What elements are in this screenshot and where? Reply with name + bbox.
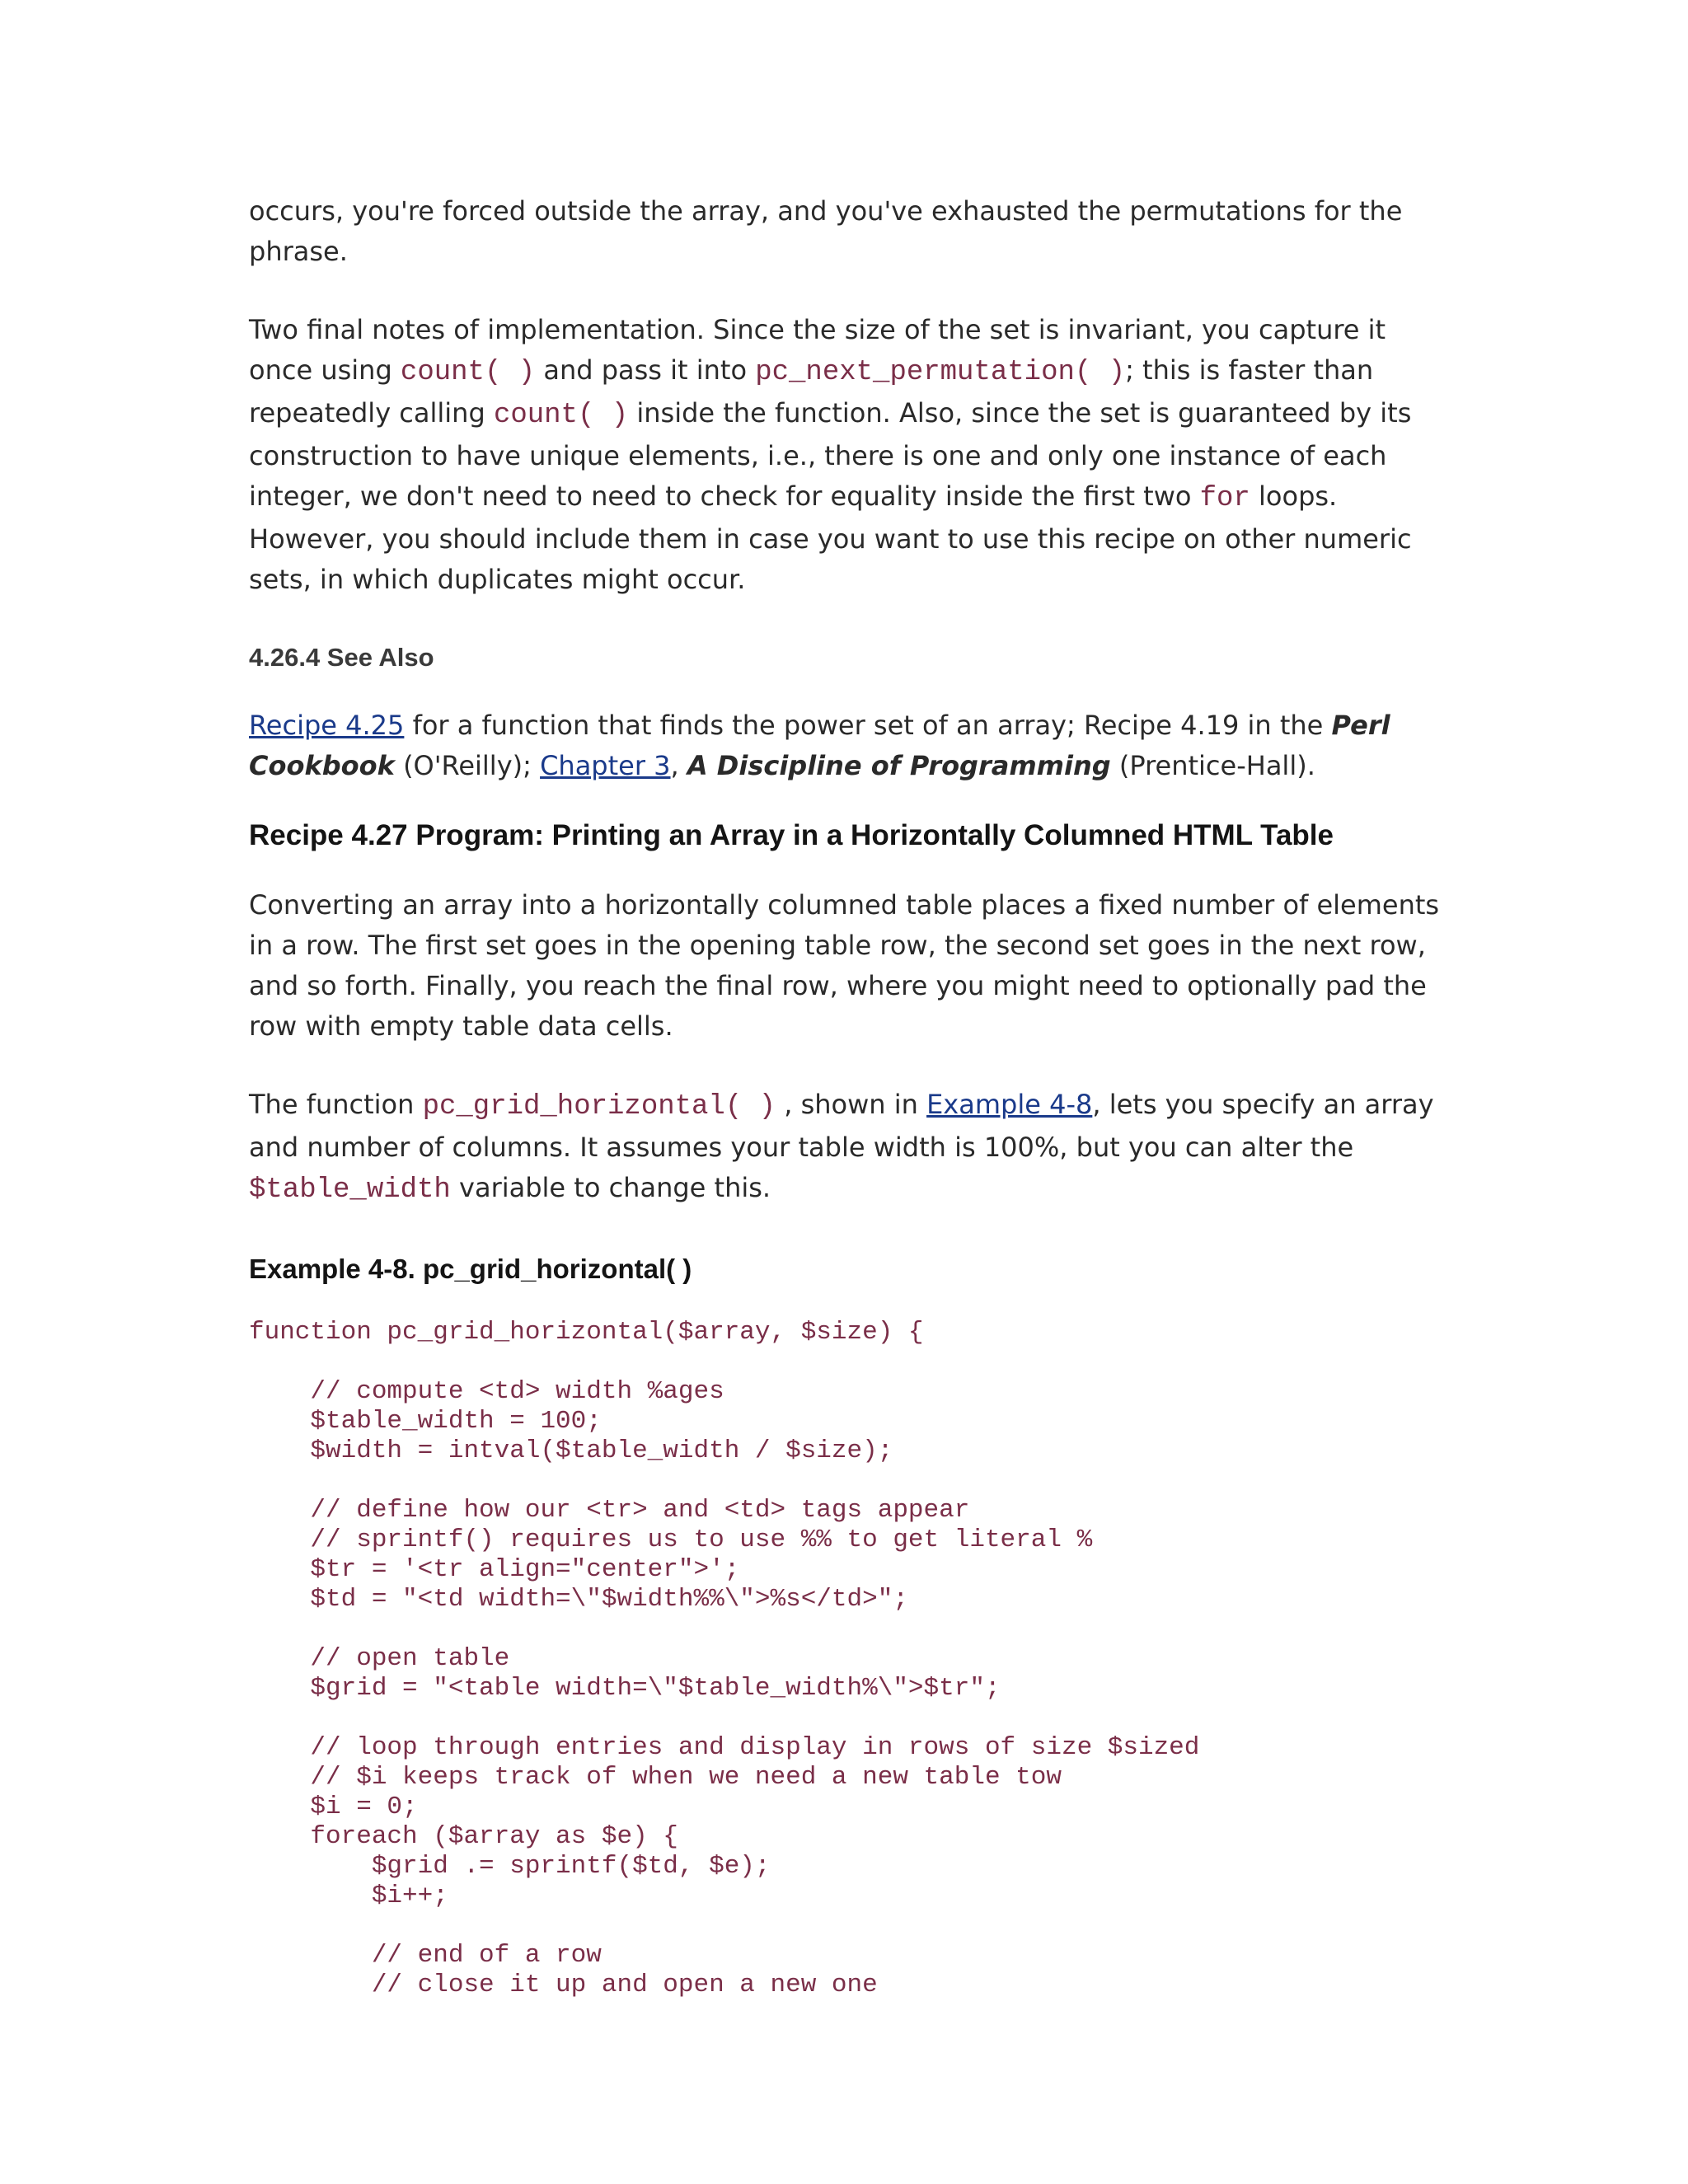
see-also-paragraph: Recipe 4.25 for a function that finds the power set of an array; Recipe 4.19 in the Perl Cookbook (O'Reilly); Chapter 3, A Discipline of Programming (Prentice-Hall). <box>249 710 1390 781</box>
inline-code-count: count( ) <box>493 400 629 431</box>
inline-code-count: count( ) <box>400 357 536 388</box>
link-example-4-8[interactable]: Example 4-8 <box>926 1089 1093 1120</box>
see-also-heading: 4.26.4 See Also <box>249 643 434 672</box>
book-title-discipline-of-programming: A Discipline of Programming <box>687 750 1111 781</box>
inline-code-pc-next-permutation: pc_next_permutation( ) <box>755 357 1126 388</box>
code-block-pc-grid-horizontal: function pc_grid_horizontal($array, $size) { // compute <td> width %ages $table_width = 100; $width = intval($table_width / $size); // define how our <tr> and <td> tags appear // sprintf() requires us to use %% to get literal % $tr = '<tr align="center">'; $td = "<td width=\"$width%%\">%s</td>"; // open table $grid = "<table width=\"$table_width%\">$tr"; // loop through entries and display in rows of size $sized // $i keeps track of when we need a new table tow $i = 0; foreach ($array as $e) { $grid .= sprintf($td, $e); $i++; // end of a row // close it up and open a new one <box>249 1318 1200 1999</box>
page-content <box>249 191 1444 2000</box>
link-recipe-4-25[interactable]: Recipe 4.25 <box>249 710 405 741</box>
paragraph-permutations-end: occurs, you're forced outside the array, and you've exhausted the permutations for the phrase. <box>249 195 1403 267</box>
paragraph-implementation-notes: Two final notes of implementation. Since the size of the set is invariant, you capture it once using count( ) and pass it into pc_next_permutation( ); this is faster than repeatedly calling count( ) inside the function. Also, since the set is guaranteed by its construction to have unique elements, i.e., there is one and only one instance of each integer, we don't need to need to check for equality inside the first two for loops. However, you should include them in case you want to use this recipe on other numeric sets, in which duplicates might occur. <box>249 314 1412 595</box>
link-chapter-3[interactable]: Chapter 3 <box>540 750 671 781</box>
inline-code-for: for <box>1199 483 1250 514</box>
inline-code-table-width: $table_width <box>249 1174 451 1206</box>
inline-code-pc-grid-horizontal: pc_grid_horizontal( ) <box>422 1091 776 1122</box>
recipe-function-paragraph: The function pc_grid_horizontal( ) , shown in Example 4-8, lets you specify an array and number of columns. It assumes your table width is 100%, but you can alter the $table_width variable to change this. <box>249 1089 1434 1206</box>
book-title-perl-cookbook: Perl Cookbook <box>249 710 1390 781</box>
example-4-8-heading: Example 4-8. pc_grid_horizontal( ) <box>249 1254 692 1284</box>
recipe-4-27-heading: Recipe 4.27 Program: Printing an Array in a Horizontally Columned HTML Table <box>249 819 1334 851</box>
recipe-intro-paragraph: Converting an array into a horizontally columned table places a fixed number of elements in a row. The first set goes in the opening table row, the second set goes in the next row, and so forth. Finally, you reach the final row, where you might need to optionally pad the row with empty table data cells. <box>249 889 1440 1042</box>
